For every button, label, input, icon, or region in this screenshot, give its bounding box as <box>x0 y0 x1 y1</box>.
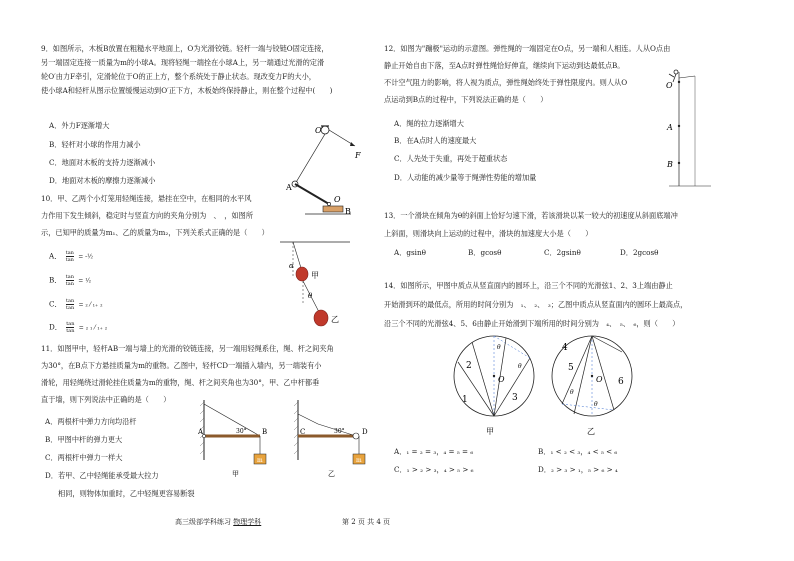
q10-line-1: 10．甲、乙两个小灯笼用轻绳连接，悬挂在空中，在相同的水平风 <box>41 194 252 203</box>
q9-figure <box>285 118 365 218</box>
q11-fig-yi: 乙 <box>328 470 335 478</box>
footer-dept: 高三级部学科练习 <box>175 518 231 526</box>
q13-option-c: C．2gsinθ <box>544 248 581 257</box>
q13-option-d: D．2gcosθ <box>620 248 659 257</box>
q14-option-a: A．₁ = ₂ = ₃，₄ = ₅ = ₆ <box>394 447 474 456</box>
q12-line-1: 12．如图为"蹦极"运动的示意图。弹性绳的一端固定在O点，另一端和人相连。人从O点由 <box>384 44 671 53</box>
q14-fig-o-1: O <box>498 375 505 384</box>
footer-subject: 物理学科 <box>233 518 262 526</box>
q9-fig-label-otop: O′ <box>315 126 324 135</box>
q11-option-b: B．甲图中杆的弹力更大 <box>45 435 123 444</box>
q12-line-2: 静止开始自由下落，至A点时弹性绳恰好伸直，继续向下运动到达最低点B。 <box>384 61 625 70</box>
q14-fig-n3: 3 <box>512 393 518 403</box>
q14-line-2: 开始滑到环的最低点，所用的时间分别为 ₁、 ₂、 ₃；乙图中质点从竖直面内的圆环上最高点， <box>384 300 688 309</box>
q9-line-4: 使小球A和轻杆从图示位置缓慢运动到O′正下方，木板始终保持静止，则在整个过程中( ) <box>41 86 333 95</box>
q10-line-3: 示，已知甲的质量为m₁、乙的质量为m₂，下列关系式正确的是（ ） <box>41 228 269 237</box>
q10-fig-alpha: α <box>289 262 294 270</box>
q14-fig-n2: 2 <box>466 361 472 371</box>
q12-fig-b: B <box>667 160 673 169</box>
q10-option-a: A． $\frac{\tan}{\tan}$ = -½ <box>49 250 93 263</box>
q14-figure <box>452 328 652 438</box>
q9-option-d: D．地面对木板的摩擦力逐渐减小 <box>49 176 156 185</box>
q11-fig-b: B <box>262 428 268 436</box>
q11-fig-c: C <box>300 428 306 436</box>
q11-option-c: C．两根杆中弹力一样大 <box>45 453 123 462</box>
q9-option-a: A．外力F逐渐增大 <box>49 121 110 130</box>
q13-line-1: 13．一个滑块在倾角为θ的斜面上恰好匀速下滑，若该滑块以某一较大的初速度从斜面底端冲 <box>384 211 678 220</box>
q11-fig-ang2: 30° <box>334 428 345 435</box>
q13-option-a: A．gsinθ <box>394 248 426 257</box>
q14-fig-o-2: O <box>596 375 603 384</box>
q11-line-1: 11．如图甲中，轻杆AB一端与墙上的光滑的铰链连接，另一端用轻绳系住，绳、杆之间夹角 <box>41 344 334 353</box>
q14-line-1: 14．如图所示，甲图中质点从竖直面内的圆环上，沿三个不同的光滑弦1、2、3上端由静止 <box>384 281 673 290</box>
q11-fig-m2: m <box>356 457 362 464</box>
footer-page: 第 2 页 共 4 页 <box>342 518 391 526</box>
q14-fig-n6: 6 <box>618 377 624 387</box>
q11-fig-m1: m <box>257 457 263 464</box>
q9-fig-label-o: O <box>334 195 341 204</box>
q9-option-b: B．轻杆对小球的作用力减小 <box>49 140 141 149</box>
q13-line-2: 上斜面，则滑块向上运动的过程中，滑块的加速度大小是（ ） <box>384 229 593 238</box>
footer-left <box>175 517 261 527</box>
q14-fig-jia: 甲 <box>486 427 494 436</box>
q9-line-3: 轮O′由力F牵引，定滑轮位于O的正上方，整个系统处于静止状态。现改变力F的大小， <box>41 72 316 81</box>
q12-option-a: A．绳的拉力逐渐增大 <box>394 119 464 128</box>
q12-fig-o: O <box>666 81 673 90</box>
q10-line-2: 力作用下发生倾斜，稳定时与竖直方向的夹角分别为 、 ，如图所 <box>41 211 254 220</box>
q14-fig-yi: 乙 <box>587 427 595 436</box>
q13-option-b: B．gcosθ <box>468 248 502 257</box>
q14-fig-n1: 1 <box>462 395 468 405</box>
q11-option-a: A．两根杆中弹力方向均沿杆 <box>45 417 137 426</box>
q10-fig-jia: 甲 <box>311 271 319 280</box>
q11-figure <box>198 400 388 480</box>
q9-fig-label-f: F <box>355 151 361 160</box>
q9-fig-label-b: B <box>345 207 351 216</box>
q14-line-3: 沿三个不同的光滑弦4、5、6由静止开始滑到下端所用的时间分别为 ₄、 ₅、 ₆，则（ ） <box>384 319 680 328</box>
q12-option-c: C．人先处于失重，再处于超重状态 <box>394 154 508 163</box>
q14-fig-n4: 4 <box>562 343 568 353</box>
q9-line-2: 另一端固定连接一质量为m的小球A。现将轻绳一端拴在小球A上，另一端通过光滑的定滑 <box>41 58 325 67</box>
q10-fig-yi: 乙 <box>331 315 339 324</box>
q11-line-3: 滑轮，用轻绳绕过滑轮挂住质量为m的重物，绳、杆之间夹角也为30°，甲、乙中杆都垂 <box>41 378 320 387</box>
q10-fig-theta: θ <box>308 292 313 300</box>
q12-line-3: 不计空气阻力的影响，将人视为质点，弹性绳始终处于弹性限度内。则人从O <box>384 78 628 87</box>
q11-option-d: D．若甲、乙中轻绳能承受最大拉力 <box>45 471 159 480</box>
q10-option-b: B． $\frac{\tan}{\tan}$ = ¹⁄₂ <box>49 274 92 287</box>
q10-option-d: D． $\frac{\tan}{\tan}$ = ₂ ₁ ⁄ ₁₊ ₂ <box>49 321 108 334</box>
q12-fig-a: A <box>667 123 673 132</box>
q9-option-c: C．地面对木板的支持力逐渐减小 <box>49 158 156 167</box>
q14-fig-theta-3: θ <box>570 389 574 396</box>
q14-fig-n5: 5 <box>568 363 574 373</box>
q12-option-d: D．人动能的减少量等于绳弹性势能的增加量 <box>394 173 537 182</box>
q11-option-d-cont: 相同，则物体加重时，乙中轻绳更容易断裂 <box>58 489 195 498</box>
q11-fig-ang1: 30° <box>236 428 247 435</box>
q10-figure <box>275 238 355 338</box>
q14-fig-theta-4: θ <box>594 401 598 408</box>
q11-fig-d: D <box>362 428 368 436</box>
q10-option-c: C． $\frac{\tan}{\tan}$ = ₂ ⁄ ₁₊ ₂ <box>49 298 103 311</box>
q14-option-b: B．₁ < ₂ < ₃，₄ < ₅ < ₆ <box>538 447 618 456</box>
q12-option-b: B．在A点时人的速度最大 <box>394 136 477 145</box>
q12-line-4: 点运动到B点的过程中，下列说法正确的是（ ） <box>384 95 548 104</box>
q12-figure <box>665 68 715 188</box>
q14-option-d: D．₂ > ₃ > ₁，₅ > ₆ > ₄ <box>538 465 618 474</box>
q14-fig-theta-2: θ <box>518 363 522 370</box>
q14-fig-theta-1: θ <box>497 344 501 351</box>
q11-fig-jia: 甲 <box>232 470 239 478</box>
q11-fig-a: A <box>198 428 204 436</box>
q11-line-4: 直于墙，则下列说法中正确的是（ ） <box>41 395 171 404</box>
q11-line-2: 为30°，在B点下方悬挂质量为m的重物。乙图中，轻杆CD一端插入墙内，另一端装有小 <box>41 361 322 370</box>
q9-fig-label-a: A <box>286 183 292 192</box>
q14-option-c: C．₁ > ₂ > ₃，₄ > ₅ > ₆ <box>394 465 474 474</box>
q9-line-1: 9．如图所示，木板B放置在粗糙水平地面上，O为光滑铰链。轻杆一端与铰链O固定连接， <box>41 44 329 53</box>
